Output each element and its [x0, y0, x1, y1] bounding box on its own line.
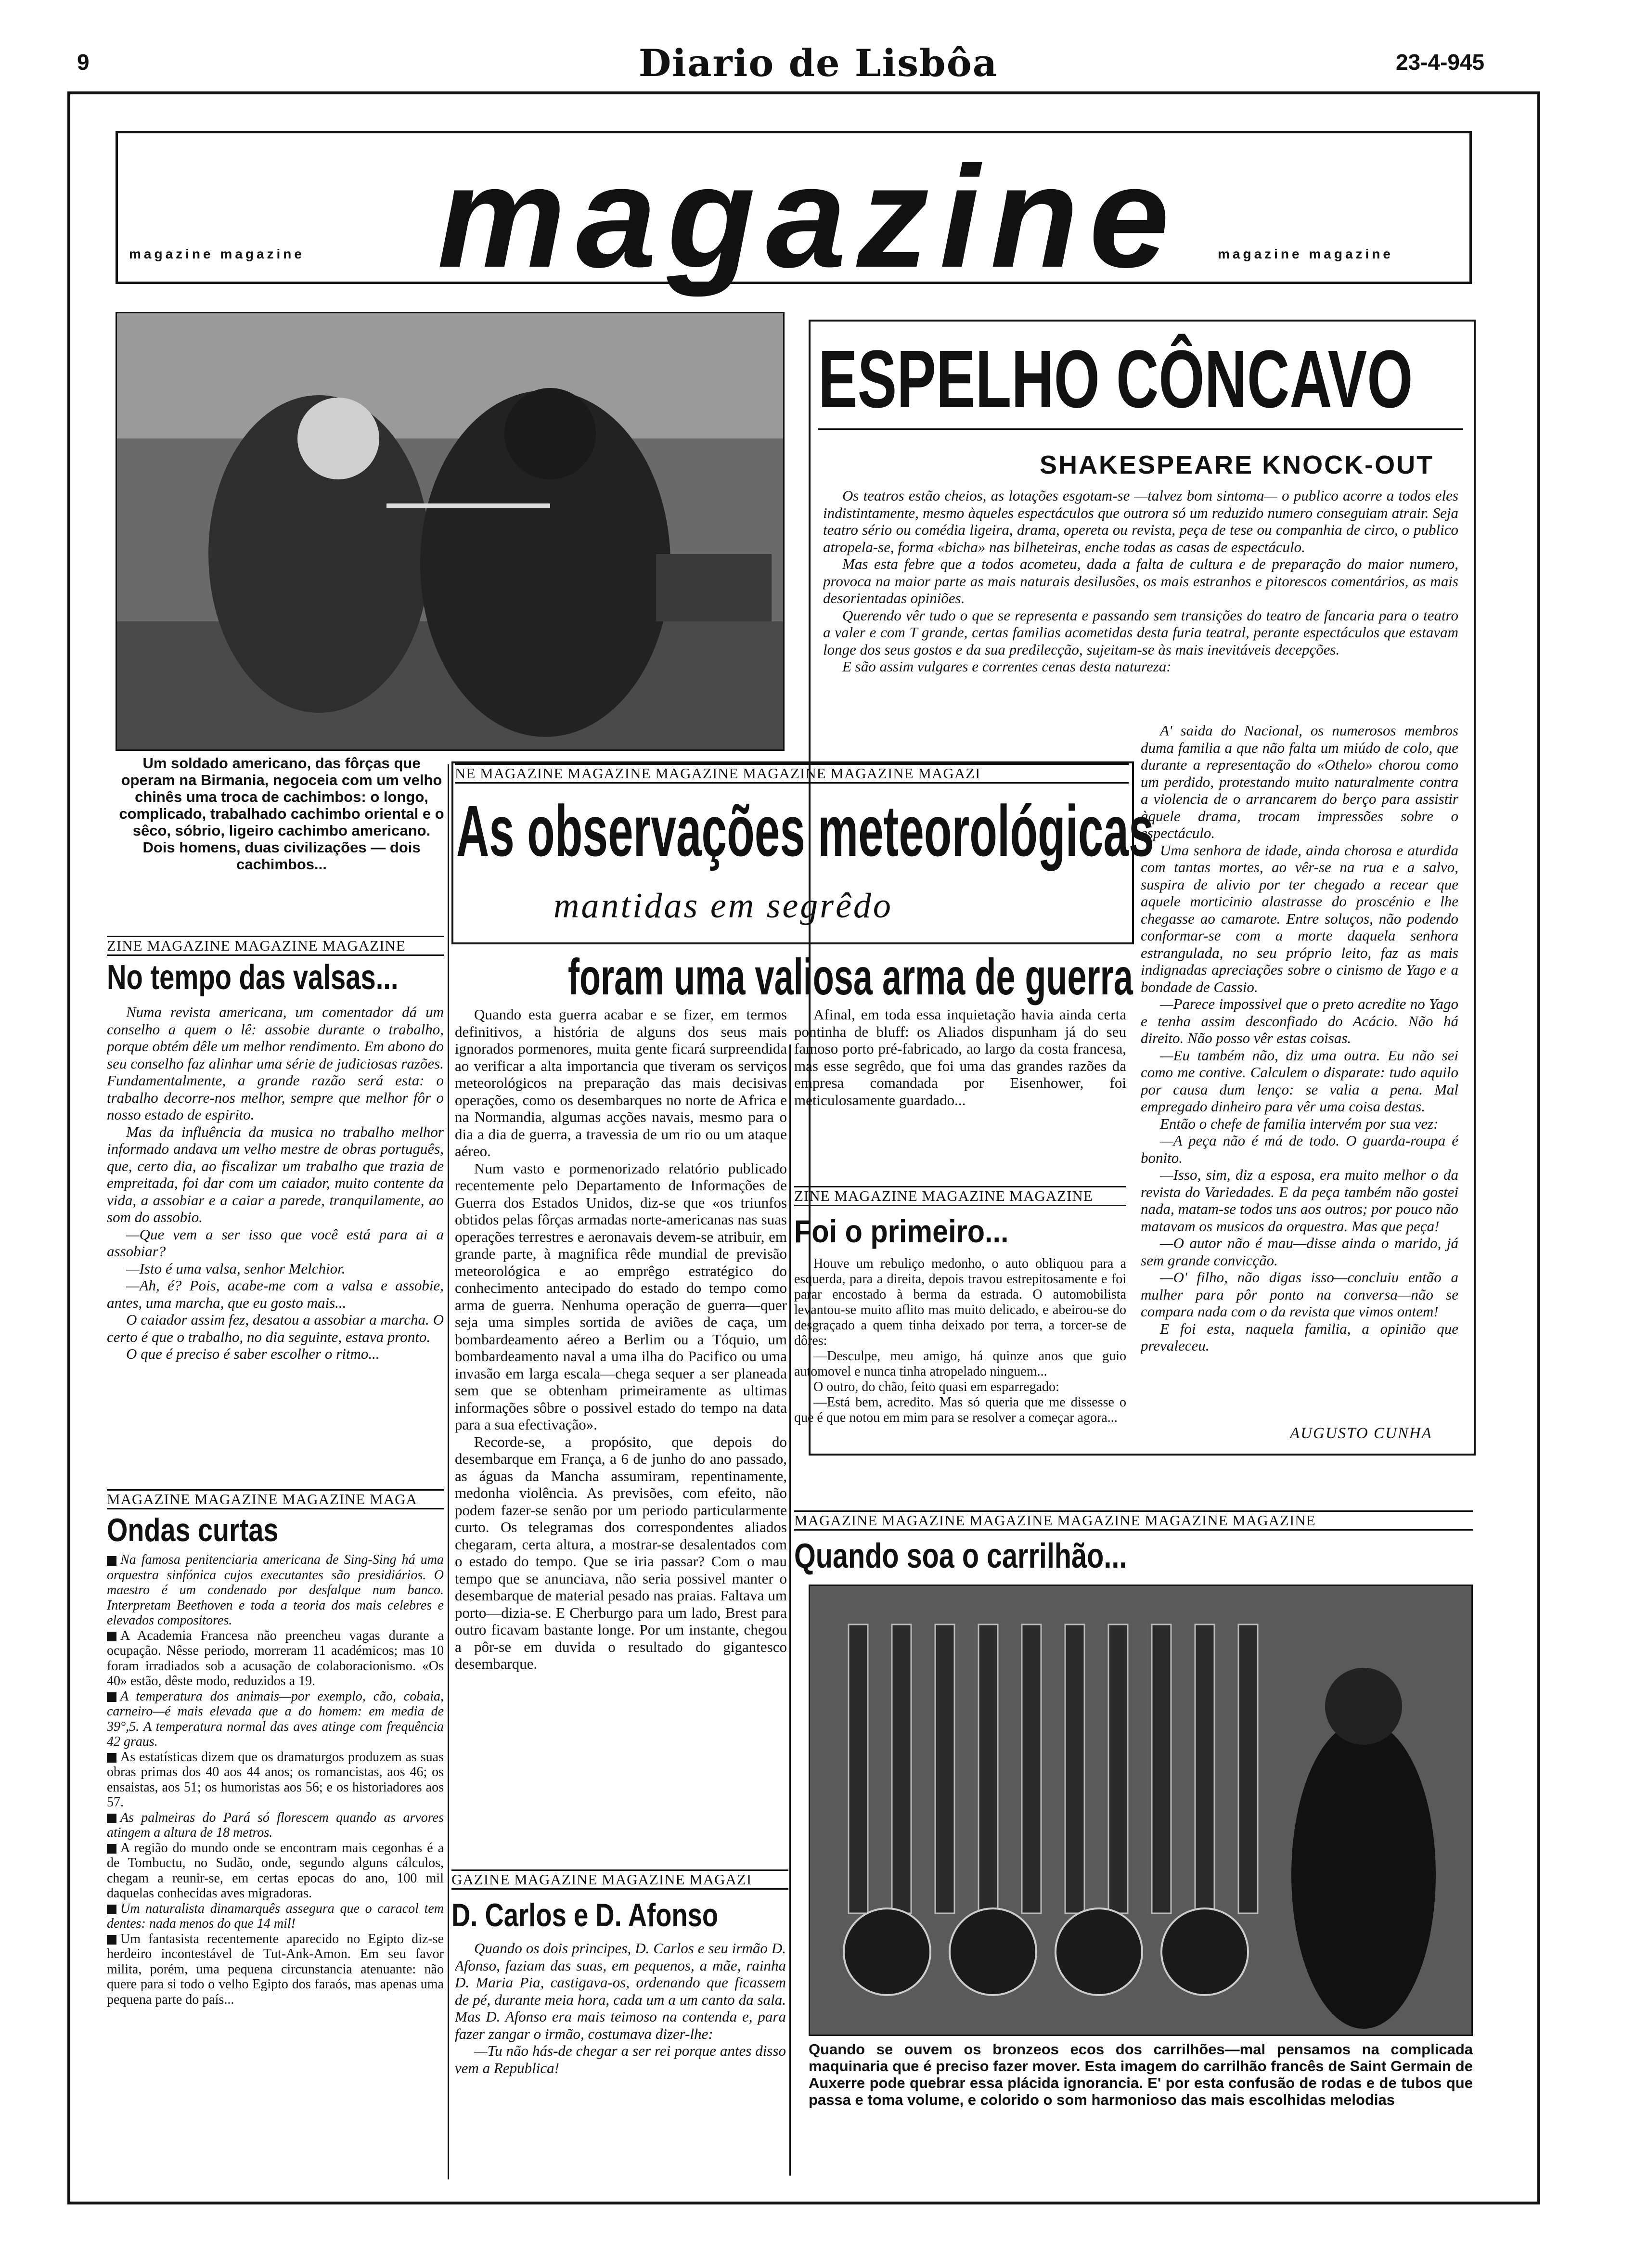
espelho-subtitle: SHAKESPEARE KNOCK-OUT — [1040, 451, 1434, 479]
valsas-paragraph: Numa revista americana, um comentador dá um conselho a quem o lê: assobie durante o trabalho, porque obtém dêle um melhor rendimento. Em abono do seu conselho faz alinhar uma série de judiciosas razões. Fundamentalmente, a grande razão será esta: o trabalho decorre-nos melhor, sempre que melhor fôr o nosso estado de espirito. — [107, 1004, 444, 1123]
valsas-paragraph: —Isto é uma valsa, senhor Melchior. — [126, 1260, 346, 1277]
espelho-rule — [818, 428, 1463, 430]
meteo-body-column-2 — [794, 1006, 1126, 1165]
espelho-paragraph: Mas esta febre que a todos acometeu, dada a falta de cultura e de preparação do maior numero, provoca na maior parte as mais naturais desilusões, os mais estranhos e pitorescos comentários, as mais desorientadas opiniões. — [823, 555, 1458, 606]
carillon-illustration — [810, 1586, 1473, 2036]
photo-soldier-and-old-man — [116, 312, 785, 751]
photo-carillon-machinery — [809, 1585, 1473, 2036]
espelho-paragraph: E foi esta, naquela familia, a opinião que prevaleceu. — [1141, 1320, 1458, 1354]
espelho-paragraph: E são assim vulgares e correntes cenas desta natureza: — [842, 658, 1172, 675]
banner-small-left: magazine magazine — [129, 246, 305, 261]
meteo-subtitle-2: foram uma valiosa arma de guerra — [568, 949, 1133, 1005]
ondas-item: A região do mundo onde se encontram mais cegonhas é a de Tombuctu, no Sudão, onde, segundo alguns cálculos, chegam a reunir-se, em certas epocas do ano, 100 mil daquelas conhecidas aves migradoras. — [107, 1840, 444, 1901]
espelho-paragraph: —O autor não é mau—disse ainda o marido, já sem grande convicção. — [1141, 1235, 1458, 1269]
valsas-body — [107, 1004, 444, 1456]
carrilhao-caption: Quando se ouvem os bronzeos ecos dos carrilhões—mal pensamos na complicada maquinaria que é preciso fazer mover. Esta imagem do carrilhão francês de Saint Germain de Auxerre pode quebrar essa plácida ignorancia. E' por esta confusão de rodas e de tubos que passa e toma volume, e colorido o som harmonioso das mais escolhidas melodias — [809, 2041, 1473, 2108]
espelho-paragraph: A' saida do Nacional, os numerosos membros duma familia a que não falta um miúdo de colo, que durante a representação do «Othelo» chorou como um perdido, protestando muito naturalmente contra a violencia de o arrancarem do berço para assistir àquele drama, trocam impressões sobre o espectáculo. — [1141, 722, 1458, 841]
valsas-paragraph: O caiador assim fez, desatou a assobiar a marcha. O certo é que o trabalho, no dia seguinte, estava pronto. — [107, 1311, 444, 1345]
ondas-item: A temperatura dos animais—por exemplo, cão, cobaia, carneiro—é mais elevada que a do homem: em media de 39°,5. A temperatura normal das aves atinge com frequência 42 graus. — [107, 1688, 444, 1749]
espelho-paragraph: —Parece impossivel que o preto acredite no Yago e tenha assim desconfiado do Acácio. Não há direito. Não posso vêr estas coisas. — [1141, 995, 1458, 1046]
banner-title: magazine — [437, 136, 1180, 297]
carlos-title: D. Carlos e D. Afonso — [451, 1897, 719, 1933]
carlos-magazine-strip: GAZINE MAGAZINE MAGAZINE MAGAZI — [451, 1869, 788, 1890]
espelho-body-column — [1141, 722, 1458, 1405]
bullet-icon — [107, 1632, 116, 1641]
espelho-paragraph: Os teatros estão cheios, as lotações esgotam-se —talvez bom sintoma— o publico acorre a todos eles indistintamente, mesmo àqueles espectáculos que outrora só um reduzido numero conseguiam atrair. Seja teatro sério ou comédia ligeira, drama, opereta ou revista, peça de tese ou companhia de circo, o publico atropela-se, forma «bicha» nas bilheteiras, enche todas as casas de espectáculo. — [823, 487, 1458, 555]
meteo-subtitle: mantidas em segrêdo — [554, 886, 893, 926]
page-number: 9 — [77, 50, 90, 75]
meteo-paragraph: Quando esta guerra acabar e se fizer, em termos definitivos, a história de alguns dos seus mais ignorados pormenores, muita gente ficará surpreendida ao verificar a alta importancia que tiveram os serviços meteorológicos na preparação das mais decisivas operações, como os desembarques no norte de Africa e na Normandia, algumas acções navais, mesmo para o dia a dia de guerra, a travessia de um rio ou um ataque aéreo. — [455, 1006, 787, 1160]
primeiro-title: Foi o primeiro... — [794, 1213, 1009, 1249]
carlos-paragraph: Quando os dois principes, D. Carlos e seu irmão D. Afonso, faziam das suas, em pequenos, a mãe, rainha D. Maria Pia, castigava-os, ordenando que ficassem de pé, durante meia hora, cada um a um canto da sala. Mas D. Afonso era mais teimoso na contenda e, para fazer zangar o irmão, costumava dizer-lhe: — [455, 1940, 786, 2042]
primeiro-paragraph: Houve um rebuliço medonho, o auto obliquou para a esquerda, para a direita, depois travou estrepitosamente e foi parar encostado à berma da estrada. O automobilista levantou-se muito aflito mas muito delicado, e abeirou-se do desgraçado a quem tinha deixado por terra, a torcer-se de dôres: — [794, 1256, 1126, 1348]
carlos-paragraph: —Tu não hás-de chegar a ser rei porque antes disso vem a Republica! — [455, 2042, 786, 2076]
newspaper-masthead: Diario de Lisbôa — [638, 41, 998, 85]
bullet-icon — [107, 1692, 116, 1702]
espelho-title: ESPELHO CÔNCAVO — [818, 334, 1413, 425]
banner-small-right: magazine magazine — [1218, 246, 1393, 261]
valsas-paragraph: —Que vem a ser isso que você está para ai a assobiar? — [107, 1225, 444, 1260]
meteo-body-column-1 — [455, 1006, 787, 1839]
valsas-paragraph: —Ah, é? Pois, acabe-me com a valsa e assobie, antes, uma marcha, que eu gosto mais... — [107, 1277, 444, 1311]
primeiro-paragraph: —Está bem, acredito. Mas só queria que me dissesse o que é que notou em mim para se resolver a começar agora... — [794, 1395, 1126, 1425]
meteo-paragraph: Afinal, em toda essa inquietação havia ainda certa pontinha de bluff: os Aliados dispunham já do seu famoso porto pré-fabricado, ao largo da costa francesa, mas esse segrêdo, que foi uma das grandes razões da empresa comandada por Eisenhower, foi meticulosamente guardado... — [794, 1006, 1126, 1108]
carrilhao-title: Quando soa o carrilhão... — [794, 1537, 1127, 1575]
espelho-author: AUGUSTO CUNHA — [1290, 1425, 1432, 1442]
bullet-icon — [107, 1844, 116, 1854]
issue-date: 23-4-945 — [1396, 50, 1485, 75]
ondas-item: Na famosa penitenciaria americana de Sing-Sing há uma orquestra sinfónica cujos executantes são presidiários. O maestro é um condenado por desfalque num banco. Interpretam Beethoven e toda a teoria dos mais celebres e elevados compositores. — [107, 1552, 444, 1628]
carlos-body — [455, 1940, 786, 2180]
ondas-body — [107, 1552, 444, 2168]
espelho-body-top — [823, 487, 1458, 737]
ondas-magazine-strip: MAGAZINE MAGAZINE MAGAZINE MAGA — [107, 1489, 444, 1509]
espelho-paragraph: Querendo vêr tudo o que se representa e passando sem transições do teatro de fancaria para o teatro a valer e com T grande, certas familias acometidas desta furia teatral, perante espectáculos que estavam longe dos seus gostos e da sua predilecção, sujeitam-se às mais inevitáveis decepções. — [823, 606, 1458, 658]
meteo-magazine-strip: NE MAGAZINE MAGAZINE MAGAZINE MAGAZINE MAGAZINE MAGAZI — [455, 763, 1129, 784]
valsas-magazine-strip: ZINE MAGAZINE MAGAZINE MAGAZINE — [107, 936, 444, 956]
bullet-icon — [107, 1935, 116, 1945]
ondas-item: A Academia Francesa não preencheu vagas durante a ocupação. Nêsse periodo, morreram 11 académicos; mas 10 foram irradiados sob a acusação de colaboracionismo. «Os 40» estão, dêste modo, reduzidos a 19. — [107, 1628, 444, 1688]
bullet-icon — [107, 1905, 116, 1914]
bullet-icon — [107, 1814, 116, 1823]
primeiro-paragraph: O outro, do chão, feito quasi em esparregado: — [813, 1379, 1059, 1394]
primeiro-magazine-strip: ZINE MAGAZINE MAGAZINE MAGAZINE — [794, 1186, 1126, 1206]
ondas-item: As estatísticas dizem que os dramaturgos produzem as suas obras primas dos 40 aos 44 anos; os romancistas, aos 46; os ensaistas, aos 51; os humoristas aos 56; e os historiadores aos 57. — [107, 1749, 444, 1810]
valsas-title: No tempo das valsas... — [107, 958, 399, 997]
espelho-paragraph: Então o chefe de familia intervém por sua vez: — [1160, 1115, 1439, 1132]
espelho-paragraph: —Isso, sim, diz a esposa, era muito melhor o da revista do Variedades. E da peça também não gostei nada, matam-se todos uns aos outros; por pouco não matavam os musicos da orquestra. Mas que peça! — [1141, 1166, 1458, 1235]
photo-illustration — [117, 313, 785, 751]
ondas-title: Ondas curtas — [107, 1512, 279, 1548]
column-rule-left — [448, 764, 449, 2179]
meteo-title: As observações meteorológicas — [456, 790, 1154, 871]
espelho-paragraph: Uma senhora de idade, ainda chorosa e aturdida com tantas mortes, ao vêr-se na rua e a salvo, suspira de alivio por ter chegado a recear que aquele morticinio alastrasse do proscénio e lhe chegasse ao camarote. Entre soluços, não podendo conformar-se com a morte daquela senhora estrangulada, no seu próprio leito, faz as mais indignadas apreciações sobre o cinismo de Yago e a bondade de Cassio. — [1141, 841, 1458, 995]
meteo-paragraph: Recorde-se, a propósito, que depois do desembarque em França, a 6 de junho do ano passado, as águas da Mancha assumiram, repentinamente, medonha violência. As previsões, com efeito, não podem fazer-se senão por um periodo particularmente curto. Os telegramas dos correspondentes aliados chegaram, certa altura, a mostrar-se desalentados com o estado do tempo. Que se iria passar? Com o mau tempo que se anunciava, não seria possivel manter o desembarque de material pesado nas praias. Faltava um porto—dizia-se. E Cherburgo para um lado, Brest para outro ficavam bastante longe. Por um instante, chegou a pôr-se em duvida o resultado do gigantesco desembarque. — [455, 1433, 787, 1672]
espelho-paragraph: —A peça não é má de todo. O guarda-roupa é bonito. — [1141, 1132, 1458, 1166]
bullet-icon — [107, 1556, 116, 1566]
bullet-icon — [107, 1753, 116, 1763]
espelho-paragraph: —O' filho, não digas isso—concluiu então a mulher para pôr ponto na conversa—não se compara nada com o da revista que vimos ontem! — [1141, 1269, 1458, 1320]
espelho-paragraph: —Eu também não, diz uma outra. Eu não sei como me contive. Calculem o disparate: tudo aquilo por causa dum lenço: se valia a pena. Mal empregado dinheiro para vêr uma coisa destas. — [1141, 1046, 1458, 1115]
photo-soldier-caption: Um soldado americano, das fôrças que operam na Birmania, negoceia com um velho chinês uma troca de cachimbos: o longo, complicado, trabalhado cachimbo oriental e o sêco, sóbrio, ligeiro cachimbo americano. Dois homens, duas civilizações — dois cachimbos... — [119, 755, 444, 873]
ondas-item: Um naturalista dinamarquês assegura que o caracol tem dentes: nada menos do que 14 mil! — [107, 1901, 444, 1931]
primeiro-body — [794, 1256, 1126, 1507]
meteo-paragraph: Num vasto e pormenorizado relatório publicado recentemente pelo Departamento de Informações de Guerra dos Estados Unidos, diz-se que «os triunfos obtidos pelas fôrças armadas norte-americanas nas suas operações terrestres e aeronavais devem-se atribuir, em grande parte, à magnifica rêde mundial de previsão meteorológica e ao emprêgo estratégico do conhecimento antecipado do estado do tempo como arma de guerra. Nenhuma operação de guerra—quer seja uma simples sortida de aviões de caça, um bombardeamento aéreo a Berlim ou a Tóquio, um bombardeamento naval a uma ilha do Pacifico ou uma invasão em larga escala—chega sequer a ser planeada sem que se obtenham primeiramente as ultimas informações sôbre o possivel estado do tempo na data para a sua efectivação». — [455, 1160, 787, 1433]
valsas-paragraph: Mas da influência da musica no trabalho melhor informado andava um velho mestre de obras português, que, certo dia, ao fiscalizar um trabalho que trazia de empreitada, foi dar com um caiador, muito contente da vida, a assobiar e a caiar a parede, tranquilamente, ao som do assobio. — [107, 1123, 444, 1225]
primeiro-paragraph: —Desculpe, meu amigo, há quinze anos que guio automovel e nunca tinha atropelado ninguem... — [794, 1349, 1126, 1379]
carrilhao-magazine-strip: MAGAZINE MAGAZINE MAGAZINE MAGAZINE MAGAZINE MAGAZINE — [794, 1510, 1473, 1531]
ondas-item: As palmeiras do Pará só florescem quando as arvores atingem a altura de 18 metros. — [107, 1810, 444, 1840]
column-rule-middle — [789, 1044, 791, 2176]
ondas-item: Um fantasista recentemente aparecido no Egipto diz-se herdeiro incontestável de Tut-Ank-Amon. Em seu favor milita, porém, uma pequena circunstancia atenuante: não quere para si todo o velho Egipto dos faraós, mas apenas uma pequena parte do país... — [107, 1931, 444, 2007]
valsas-paragraph: O que é preciso é saber escolher o ritmo... — [126, 1345, 380, 1362]
